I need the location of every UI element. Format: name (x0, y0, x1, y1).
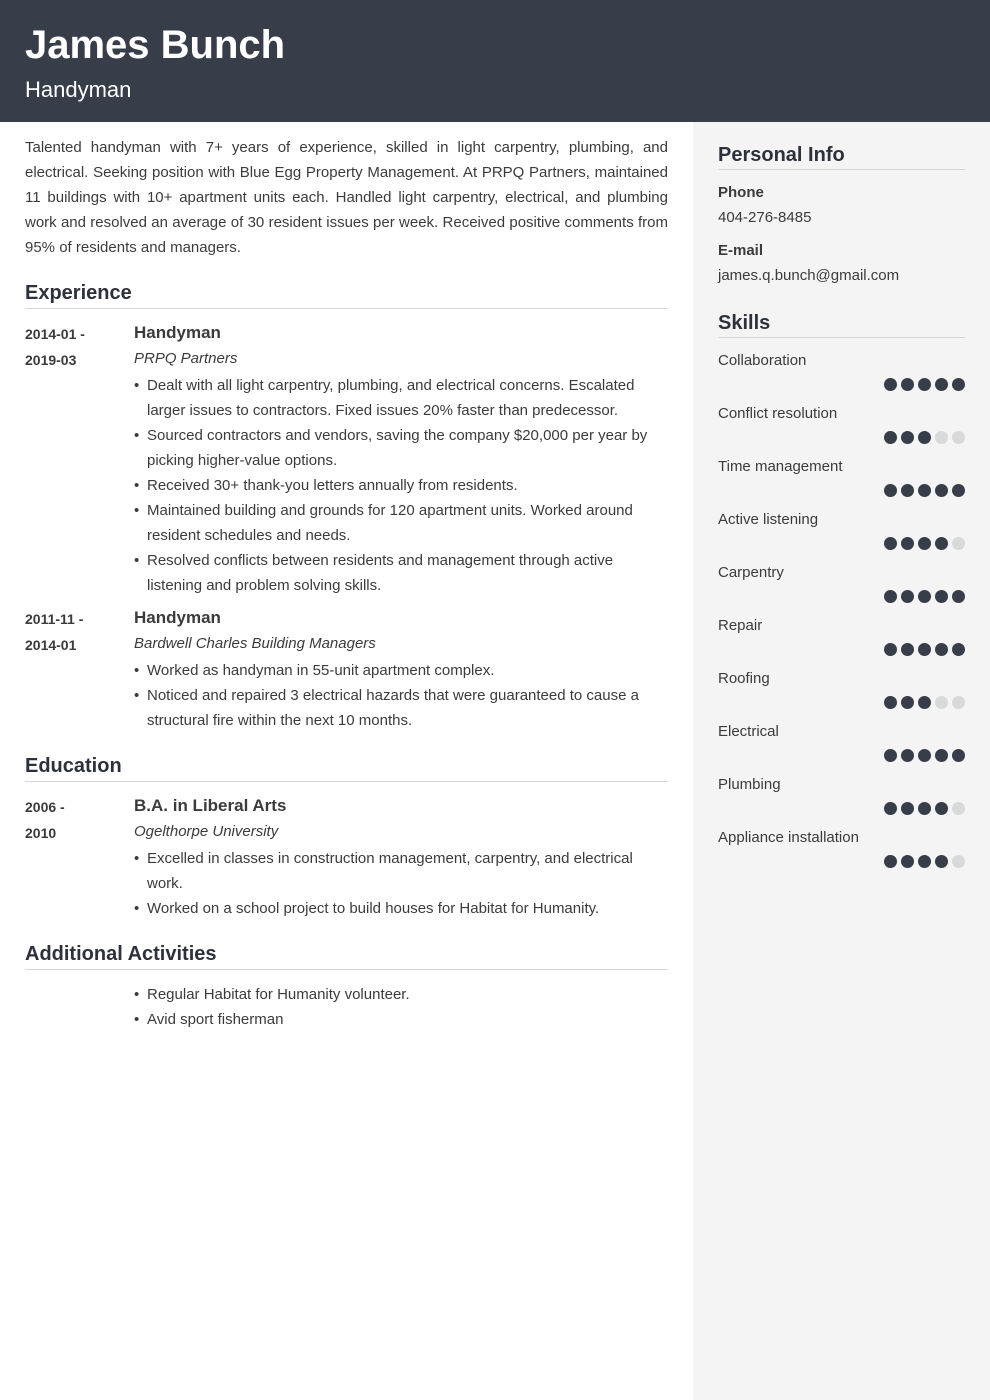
phone-label: Phone (718, 184, 764, 201)
entry-bullets (134, 373, 668, 598)
skill-rating (718, 749, 965, 762)
entry-body (134, 606, 668, 733)
rating-dot-filled-icon (918, 484, 931, 497)
skill-item (718, 403, 965, 444)
rating-dot-empty-icon (952, 696, 965, 709)
rating-dot-filled-icon (884, 749, 897, 762)
date-start: 2014-01 - (25, 326, 85, 342)
skill-item (718, 456, 965, 497)
rating-dot-filled-icon (901, 749, 914, 762)
bullet-item: • Received 30+ thank-you letters annually from residents. (134, 473, 668, 498)
rating-dot-empty-icon (952, 855, 965, 868)
rating-dot-filled-icon (952, 484, 965, 497)
entry-title: Handyman (134, 608, 221, 627)
skill-name: Appliance installation (718, 829, 859, 846)
entry-body (134, 794, 668, 921)
rating-dot-filled-icon (884, 696, 897, 709)
rating-dot-filled-icon (884, 431, 897, 444)
summary: Talented handyman with 7+ years of experience, skilled in light carpentry, plumbing, and electrical. Seeking position with Blue Egg Property Management. At PRPQ Partners, maintained 11 buildings with 10+ apartment units each. Handled light carpentry, electrical, and plumbing work and resolved an average of 30 resident issues per week. Received positive comments from 95% of residents and managers. (25, 139, 668, 256)
entry-date (25, 321, 134, 598)
rating-dot-filled-icon (918, 378, 931, 391)
skill-rating (718, 590, 965, 603)
rating-dot-filled-icon (901, 590, 914, 603)
entry-organization: Ogelthorpe University (134, 823, 279, 840)
bullet-item: • Noticed and repaired 3 electrical hazards that were guaranteed to cause a structural fire within the next 10 months. (134, 683, 668, 733)
skill-rating (718, 802, 965, 815)
date-start: 2006 - (25, 799, 65, 815)
bullet-item: • Dealt with all light carpentry, plumbing, and electrical concerns. Escalated larger issues to contractors. Fixed issues 20% faster than predecessor. (134, 373, 668, 423)
activities-list (25, 982, 668, 1032)
rating-dot-empty-icon (952, 537, 965, 550)
rating-dot-filled-icon (901, 855, 914, 868)
skill-item (718, 827, 965, 868)
rating-dot-filled-icon (935, 378, 948, 391)
skill-item (718, 562, 965, 603)
rating-dot-filled-icon (918, 431, 931, 444)
experience-entry (25, 321, 668, 598)
rating-dot-filled-icon (918, 696, 931, 709)
skill-rating (718, 537, 965, 550)
skill-rating (718, 378, 965, 391)
rating-dot-filled-icon (952, 378, 965, 391)
rating-dot-filled-icon (884, 590, 897, 603)
entry-date (25, 794, 134, 921)
rating-dot-filled-icon (884, 537, 897, 550)
sidebar (693, 122, 990, 1400)
rating-dot-filled-icon (935, 749, 948, 762)
date-end: 2014-01 (25, 637, 77, 653)
main-column (25, 135, 668, 1032)
rating-dot-filled-icon (935, 855, 948, 868)
skill-rating (718, 484, 965, 497)
skill-item (718, 509, 965, 550)
skill-item (718, 668, 965, 709)
skills-list (718, 350, 965, 868)
date-end: 2019-03 (25, 352, 77, 368)
rating-dot-filled-icon (935, 643, 948, 656)
skill-name: Carpentry (718, 564, 784, 581)
bullet-item: • Worked as handyman in 55-unit apartment complex. (134, 658, 668, 683)
rating-dot-filled-icon (901, 643, 914, 656)
rating-dot-filled-icon (952, 590, 965, 603)
rating-dot-filled-icon (901, 802, 914, 815)
experience-list (25, 321, 668, 733)
entry-title: Handyman (134, 323, 221, 342)
rating-dot-filled-icon (918, 855, 931, 868)
rating-dot-filled-icon (901, 378, 914, 391)
rating-dot-filled-icon (918, 802, 931, 815)
skill-name: Time management (718, 458, 843, 475)
rating-dot-filled-icon (884, 855, 897, 868)
rating-dot-filled-icon (901, 696, 914, 709)
skill-item (718, 615, 965, 656)
bullet-item: • Excelled in classes in construction management, carpentry, and electrical work. (134, 846, 668, 896)
rating-dot-empty-icon (935, 696, 948, 709)
skill-name: Electrical (718, 723, 779, 740)
entry-title: B.A. in Liberal Arts (134, 796, 287, 815)
skill-name: Collaboration (718, 352, 807, 369)
entry-organization: PRPQ Partners (134, 350, 238, 367)
rating-dot-filled-icon (901, 537, 914, 550)
rating-dot-filled-icon (901, 431, 914, 444)
activities-heading: Additional Activities (25, 941, 668, 970)
personal-info-heading: Personal Info (718, 142, 965, 170)
rating-dot-empty-icon (952, 802, 965, 815)
resume-header (0, 0, 990, 122)
rating-dot-filled-icon (918, 749, 931, 762)
rating-dot-filled-icon (918, 643, 931, 656)
rating-dot-filled-icon (935, 484, 948, 497)
bullet-item: • Resolved conflicts between residents and management through active listening and problem solving skills. (134, 548, 668, 598)
rating-dot-filled-icon (884, 484, 897, 497)
rating-dot-filled-icon (952, 643, 965, 656)
skill-name: Repair (718, 617, 763, 634)
education-heading: Education (25, 753, 668, 782)
phone-value: 404-276-8485 (718, 209, 812, 226)
rating-dot-empty-icon (952, 431, 965, 444)
skills-heading: Skills (718, 310, 965, 338)
skill-item (718, 774, 965, 815)
activity-item: • Regular Habitat for Humanity volunteer. (134, 982, 668, 1007)
bullet-item: • Sourced contractors and vendors, saving the company $20,000 per year by picking higher-value options. (134, 423, 668, 473)
skill-rating (718, 696, 965, 709)
date-end: 2010 (25, 825, 57, 841)
activity-item: • Avid sport fisherman (134, 1007, 668, 1032)
education-entry (25, 794, 668, 921)
rating-dot-filled-icon (884, 802, 897, 815)
skill-name: Plumbing (718, 776, 781, 793)
rating-dot-filled-icon (935, 590, 948, 603)
job-title: Handyman (25, 77, 132, 102)
skill-name: Conflict resolution (718, 405, 838, 422)
rating-dot-filled-icon (884, 378, 897, 391)
rating-dot-filled-icon (918, 590, 931, 603)
rating-dot-filled-icon (935, 802, 948, 815)
entry-bullets (134, 658, 668, 733)
entry-organization: Bardwell Charles Building Managers (134, 635, 376, 652)
education-list (25, 794, 668, 921)
rating-dot-filled-icon (884, 643, 897, 656)
rating-dot-filled-icon (901, 484, 914, 497)
skill-rating (718, 643, 965, 656)
entry-bullets (134, 846, 668, 921)
email-label: E-mail (718, 242, 764, 259)
entry-body (134, 321, 668, 598)
skill-rating (718, 855, 965, 868)
bullet-item: • Maintained building and grounds for 120 apartment units. Worked around resident schedules and needs. (134, 498, 668, 548)
rating-dot-empty-icon (935, 431, 948, 444)
rating-dot-filled-icon (935, 537, 948, 550)
entry-date (25, 606, 134, 733)
rating-dot-filled-icon (952, 749, 965, 762)
date-start: 2011-11 - (25, 611, 84, 627)
skill-item (718, 350, 965, 391)
activities-bullets (134, 982, 668, 1032)
experience-heading: Experience (25, 280, 668, 309)
skill-name: Roofing (718, 670, 770, 687)
bullet-item: • Worked on a school project to build houses for Habitat for Humanity. (134, 896, 668, 921)
experience-entry (25, 606, 668, 733)
skill-rating (718, 431, 965, 444)
skill-name: Active listening (718, 511, 819, 528)
rating-dot-filled-icon (918, 537, 931, 550)
skill-item (718, 721, 965, 762)
candidate-name: James Bunch (25, 23, 286, 67)
email-value: james.q.bunch@gmail.com (718, 267, 900, 284)
